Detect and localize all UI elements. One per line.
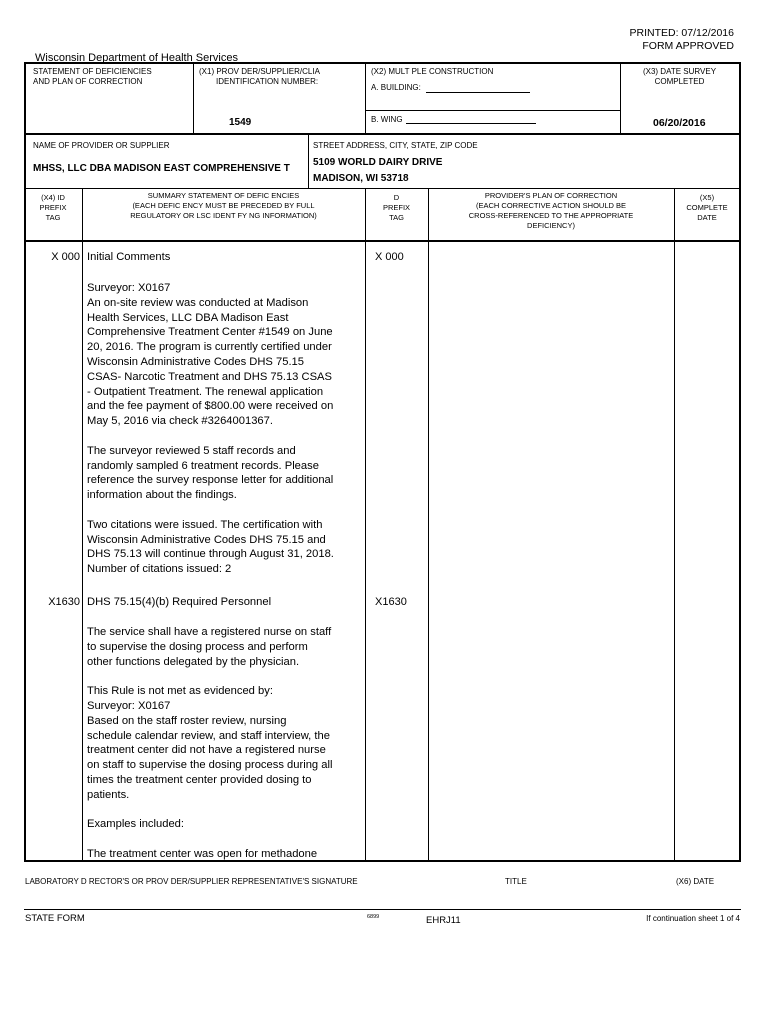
entry-title: DHS 75.15(4)(b) Required Personnel	[87, 596, 272, 608]
provider-name: MHSS, LLC DBA MADISON EAST COMPREHENSIVE T	[33, 163, 290, 174]
address-label: STREET ADDRESS, CITY, STATE, ZIP CODE	[313, 141, 478, 150]
printed-date: PRINTED: 07/12/2016	[629, 27, 734, 39]
entry-d-tag: X1630	[375, 596, 407, 608]
signature-label: LABORATORY D RECTOR'S OR PROV DER/SUPPLIER REPRESENTATIVE'S SIGNATURE	[25, 877, 358, 886]
provider-id-value: 1549	[229, 117, 252, 128]
entry-tag: X 000	[51, 251, 80, 263]
x2-building-label: A. BUILDING:	[371, 83, 421, 92]
statement-label: STATEMENT OF DEFICIENCIES AND PLAN OF CORRECTION	[33, 67, 152, 86]
provider-label: NAME OF PROVIDER OR SUPPLIER	[33, 141, 170, 150]
plan-header: PROVIDER'S PLAN OF CORRECTION (EACH CORRECTIVE ACTION SHOULD BE CROSS-REFERENCED TO THE APPROPRIATE DEFICIENCY)	[468, 191, 634, 230]
wing-line[interactable]	[406, 123, 536, 124]
x4-header: (X4) ID PREFIX TAG	[39, 193, 67, 222]
x2-label: (X2) MULT PLE CONSTRUCTION	[371, 67, 494, 76]
address-line2: MADISON, WI 53718	[313, 173, 409, 184]
x1-label: (X1) PROV DER/SUPPLIER/CLIA IDENTIFICATION NUMBER:	[199, 67, 320, 86]
continuation-sheet: If continuation sheet 1 of 4	[646, 914, 740, 923]
x5-header: (X5) COMPLETE DATE	[686, 193, 728, 222]
entry-tag: X1630	[48, 596, 80, 608]
state-form-label: STATE FORM	[25, 913, 85, 924]
summary-header: SUMMARY STATEMENT OF DEFIC ENCIES (EACH DEFIC ENCY MUST BE PRECEDED BY FULL REGULATORY OR LSC IDENT FY NG INFORMATION)	[130, 191, 317, 220]
survey-date-value: 06/20/2016	[653, 117, 706, 129]
x2-wing-label: B. WING	[371, 115, 403, 124]
entry-text: The service shall have a registered nurse on staff to supervise the dosing process and perform other functions delegated by the physician. This Rule is not met as evidenced by: Surveyor: X0167 Based on the staff roster review, nursing schedule calendar review, and staff interview, the treatment center did not have a registered nurse on staff to supervise the dosing process during all times the treatment center provided dosing to patients. Examples included: The treatment center was open for methadone	[87, 626, 333, 860]
agency-name: Wisconsin Department of Health Services	[35, 52, 238, 64]
title-label: TITLE	[505, 877, 527, 886]
entry-title: Initial Comments	[87, 251, 171, 263]
building-line[interactable]	[426, 92, 530, 93]
entry-text: Surveyor: X0167 An on-site review was conducted at Madison Health Services, LLC DBA Madison East Comprehensive Treatment Center #1549 on June 20, 2016. The program is currently certified under Wisconsin Administrative Codes DHS 75.15 CSAS- Narcotic Treatment and DHS 75.13 CSAS - Outpatient Treatment. The renewal application and the fee payment of $800.00 were received on May 5, 2016 via check #3264001367. The surveyor reviewed 5 staff records and randomly sampled 6 treatment records. Please reference the survey response letter for additional information about the findings. Two citations were issued. The certification with Wisconsin Administrative Codes DHS 75.15 and DHS 75.13 will continue through August 31, 2018. Number of citations issued: 2	[87, 282, 334, 576]
x6-date-label: (X6) DATE	[676, 877, 715, 886]
form-number: 6899	[367, 914, 380, 920]
x3-label: (X3) DATE SURVEY COMPLETED	[642, 67, 717, 86]
entry-d-tag: X 000	[375, 251, 404, 263]
event-code: EHRJ11	[426, 915, 461, 926]
address-line1: 5109 WORLD DAIRY DRIVE	[313, 157, 443, 168]
form-approved: FORM APPROVED	[642, 40, 734, 52]
d-prefix-header: D PREFIX TAG	[382, 193, 411, 222]
